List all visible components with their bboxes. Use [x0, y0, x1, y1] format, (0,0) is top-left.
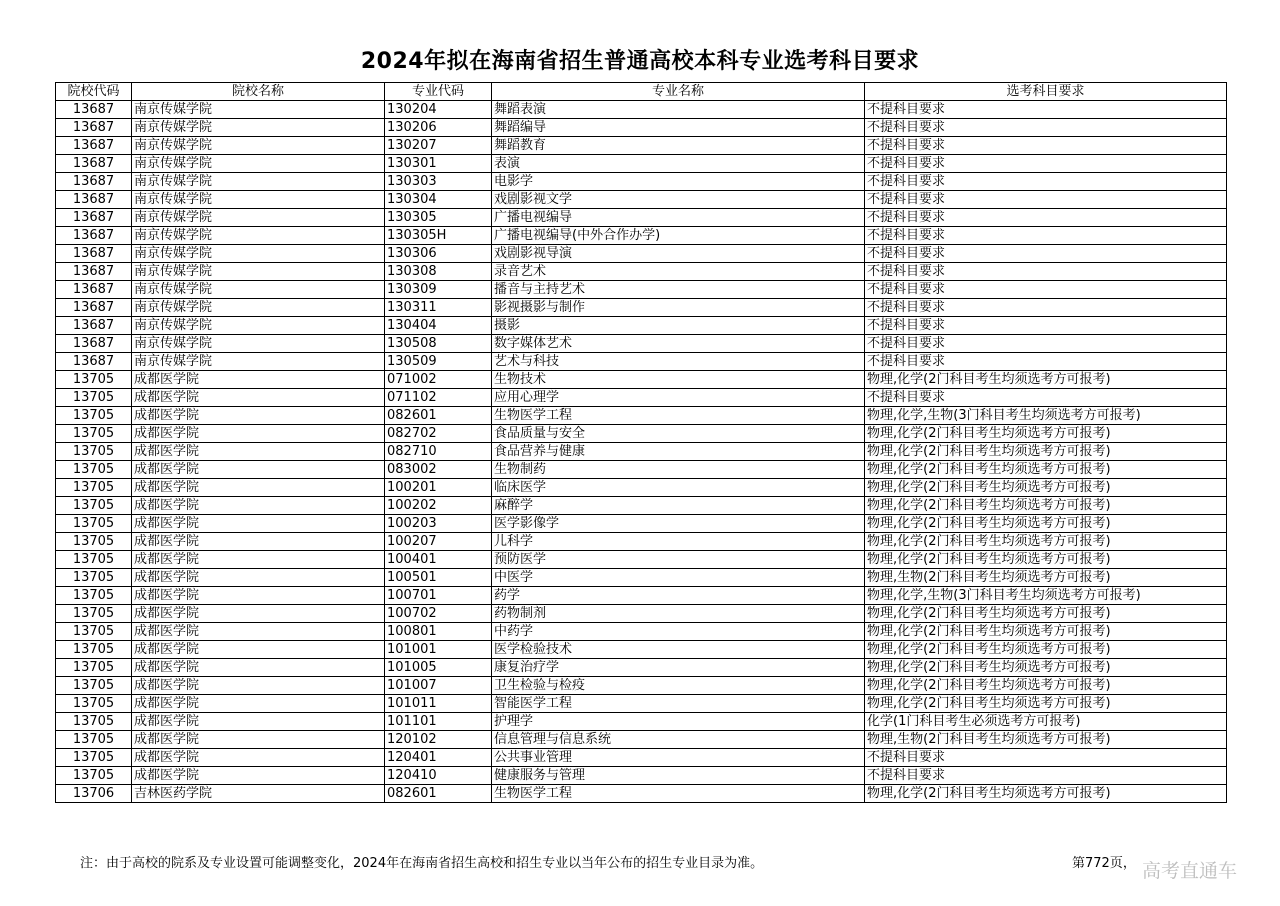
school-name-cell: 成都医学院	[132, 587, 385, 605]
major-code-cell: 130404	[385, 317, 492, 335]
major-name-cell: 录音艺术	[492, 263, 865, 281]
school-code-cell: 13705	[56, 533, 132, 551]
school-name-cell: 南京传媒学院	[132, 353, 385, 371]
major-name-cell: 儿科学	[492, 533, 865, 551]
school-name-cell: 成都医学院	[132, 551, 385, 569]
major-code-cell: 130207	[385, 137, 492, 155]
school-name-cell: 南京传媒学院	[132, 191, 385, 209]
requirement-cell: 物理,化学(2门科目考生均须选考方可报考)	[865, 695, 1227, 713]
school-code-cell: 13705	[56, 695, 132, 713]
table-row	[56, 335, 1227, 353]
table-row	[56, 281, 1227, 299]
major-code-cell: 082710	[385, 443, 492, 461]
school-code-cell: 13705	[56, 515, 132, 533]
major-name-cell: 药学	[492, 587, 865, 605]
requirement-cell: 物理,化学(2门科目考生均须选考方可报考)	[865, 623, 1227, 641]
school-name-cell: 成都医学院	[132, 569, 385, 587]
table-row	[56, 317, 1227, 335]
school-name-cell: 南京传媒学院	[132, 209, 385, 227]
major-name-cell: 表演	[492, 155, 865, 173]
table-row	[56, 731, 1227, 749]
table-row	[56, 209, 1227, 227]
table-row	[56, 443, 1227, 461]
col-school-name-header: 院校名称	[132, 83, 385, 101]
school-name-cell: 南京传媒学院	[132, 245, 385, 263]
school-code-cell: 13705	[56, 497, 132, 515]
school-code-cell: 13705	[56, 659, 132, 677]
major-name-cell: 摄影	[492, 317, 865, 335]
page-number: 第772页，	[1072, 856, 1136, 871]
major-code-cell: 100203	[385, 515, 492, 533]
major-name-cell: 临床医学	[492, 479, 865, 497]
table-row	[56, 785, 1227, 803]
major-name-cell: 播音与主持艺术	[492, 281, 865, 299]
school-name-cell: 成都医学院	[132, 389, 385, 407]
major-name-cell: 中医学	[492, 569, 865, 587]
major-code-cell: 100207	[385, 533, 492, 551]
table-row	[56, 767, 1227, 785]
school-name-cell: 成都医学院	[132, 407, 385, 425]
school-name-cell: 成都医学院	[132, 497, 385, 515]
table-row	[56, 101, 1227, 119]
major-code-cell: 130305H	[385, 227, 492, 245]
major-code-cell: 100501	[385, 569, 492, 587]
table-row	[56, 515, 1227, 533]
major-code-cell: 130301	[385, 155, 492, 173]
major-code-cell: 100401	[385, 551, 492, 569]
major-name-cell: 戏剧影视文学	[492, 191, 865, 209]
school-name-cell: 成都医学院	[132, 515, 385, 533]
school-code-cell: 13687	[56, 173, 132, 191]
table-row	[56, 605, 1227, 623]
major-code-cell: 130303	[385, 173, 492, 191]
requirement-cell: 物理,化学(2门科目考生均须选考方可报考)	[865, 425, 1227, 443]
table-row	[56, 227, 1227, 245]
major-code-cell: 082702	[385, 425, 492, 443]
school-name-cell: 成都医学院	[132, 371, 385, 389]
table-row	[56, 677, 1227, 695]
school-code-cell: 13687	[56, 335, 132, 353]
school-name-cell: 成都医学院	[132, 605, 385, 623]
major-code-cell: 120102	[385, 731, 492, 749]
school-code-cell: 13705	[56, 371, 132, 389]
requirement-cell: 物理,化学(2门科目考生均须选考方可报考)	[865, 371, 1227, 389]
school-name-cell: 南京传媒学院	[132, 137, 385, 155]
requirement-cell: 不提科目要求	[865, 281, 1227, 299]
requirement-cell: 不提科目要求	[865, 137, 1227, 155]
major-name-cell: 艺术与科技	[492, 353, 865, 371]
table-row	[56, 371, 1227, 389]
major-name-cell: 食品质量与安全	[492, 425, 865, 443]
school-name-cell: 成都医学院	[132, 461, 385, 479]
school-name-cell: 南京传媒学院	[132, 101, 385, 119]
school-code-cell: 13705	[56, 713, 132, 731]
school-name-cell: 南京传媒学院	[132, 335, 385, 353]
major-code-cell: 082601	[385, 785, 492, 803]
school-code-cell: 13687	[56, 227, 132, 245]
school-name-cell: 成都医学院	[132, 425, 385, 443]
table-row	[56, 623, 1227, 641]
major-name-cell: 戏剧影视导演	[492, 245, 865, 263]
major-name-cell: 康复治疗学	[492, 659, 865, 677]
table-row	[56, 407, 1227, 425]
major-name-cell: 智能医学工程	[492, 695, 865, 713]
school-name-cell: 成都医学院	[132, 659, 385, 677]
major-name-cell: 医学影像学	[492, 515, 865, 533]
requirement-cell: 不提科目要求	[865, 767, 1227, 785]
table-row	[56, 263, 1227, 281]
requirement-cell: 不提科目要求	[865, 173, 1227, 191]
table-row	[56, 587, 1227, 605]
school-code-cell: 13687	[56, 119, 132, 137]
school-code-cell: 13687	[56, 137, 132, 155]
requirement-cell: 物理,化学(2门科目考生均须选考方可报考)	[865, 515, 1227, 533]
requirement-cell: 物理,化学(2门科目考生均须选考方可报考)	[865, 677, 1227, 695]
requirement-cell: 不提科目要求	[865, 155, 1227, 173]
school-code-cell: 13687	[56, 317, 132, 335]
school-name-cell: 成都医学院	[132, 695, 385, 713]
major-code-cell: 130305	[385, 209, 492, 227]
table-row	[56, 569, 1227, 587]
school-name-cell: 南京传媒学院	[132, 281, 385, 299]
requirement-cell: 物理,生物(2门科目考生均须选考方可报考)	[865, 569, 1227, 587]
requirement-cell: 不提科目要求	[865, 191, 1227, 209]
major-name-cell: 广播电视编导	[492, 209, 865, 227]
school-name-cell: 南京传媒学院	[132, 317, 385, 335]
school-name-cell: 南京传媒学院	[132, 227, 385, 245]
major-code-cell: 100201	[385, 479, 492, 497]
major-code-cell: 130308	[385, 263, 492, 281]
requirement-cell: 不提科目要求	[865, 263, 1227, 281]
major-name-cell: 预防医学	[492, 551, 865, 569]
major-code-cell: 083002	[385, 461, 492, 479]
major-code-cell: 130508	[385, 335, 492, 353]
col-requirement-header: 选考科目要求	[865, 83, 1227, 101]
requirement-cell: 不提科目要求	[865, 227, 1227, 245]
school-code-cell: 13705	[56, 461, 132, 479]
major-name-cell: 广播电视编导(中外合作办学)	[492, 227, 865, 245]
major-code-cell: 100701	[385, 587, 492, 605]
requirement-cell: 物理,化学(2门科目考生均须选考方可报考)	[865, 659, 1227, 677]
school-name-cell: 南京传媒学院	[132, 155, 385, 173]
major-name-cell: 中药学	[492, 623, 865, 641]
school-code-cell: 13687	[56, 209, 132, 227]
school-code-cell: 13705	[56, 677, 132, 695]
school-code-cell: 13705	[56, 767, 132, 785]
table-row	[56, 551, 1227, 569]
requirement-cell: 不提科目要求	[865, 101, 1227, 119]
requirement-cell: 不提科目要求	[865, 389, 1227, 407]
requirement-cell: 不提科目要求	[865, 749, 1227, 767]
table-row	[56, 641, 1227, 659]
major-code-cell: 120401	[385, 749, 492, 767]
requirement-cell: 物理,化学,生物(3门科目考生均须选考方可报考)	[865, 407, 1227, 425]
table-row	[56, 137, 1227, 155]
major-code-cell: 101005	[385, 659, 492, 677]
major-code-cell: 100702	[385, 605, 492, 623]
table-row	[56, 533, 1227, 551]
major-name-cell: 药物制剂	[492, 605, 865, 623]
requirement-cell: 物理,化学(2门科目考生均须选考方可报考)	[865, 605, 1227, 623]
major-name-cell: 生物制药	[492, 461, 865, 479]
table-header-row	[56, 83, 1227, 101]
major-name-cell: 生物医学工程	[492, 407, 865, 425]
school-code-cell: 13705	[56, 587, 132, 605]
major-code-cell: 130311	[385, 299, 492, 317]
requirement-cell: 物理,化学(2门科目考生均须选考方可报考)	[865, 497, 1227, 515]
table-row	[56, 245, 1227, 263]
table-row	[56, 173, 1227, 191]
school-code-cell: 13705	[56, 389, 132, 407]
major-code-cell: 120410	[385, 767, 492, 785]
school-name-cell: 成都医学院	[132, 677, 385, 695]
major-name-cell: 公共事业管理	[492, 749, 865, 767]
major-code-cell: 101001	[385, 641, 492, 659]
school-name-cell: 成都医学院	[132, 713, 385, 731]
school-code-cell: 13687	[56, 101, 132, 119]
major-code-cell: 101011	[385, 695, 492, 713]
major-code-cell: 130509	[385, 353, 492, 371]
major-name-cell: 舞蹈表演	[492, 101, 865, 119]
school-code-cell: 13687	[56, 155, 132, 173]
major-code-cell: 100801	[385, 623, 492, 641]
watermark: 高考直通车	[1142, 860, 1238, 882]
requirement-cell: 不提科目要求	[865, 245, 1227, 263]
table-row	[56, 749, 1227, 767]
table-row	[56, 353, 1227, 371]
requirement-cell: 不提科目要求	[865, 317, 1227, 335]
school-code-cell: 13705	[56, 731, 132, 749]
major-code-cell: 071002	[385, 371, 492, 389]
requirement-cell: 不提科目要求	[865, 119, 1227, 137]
school-code-cell: 13705	[56, 623, 132, 641]
table-row	[56, 155, 1227, 173]
school-name-cell: 南京传媒学院	[132, 173, 385, 191]
major-name-cell: 舞蹈编导	[492, 119, 865, 137]
table-row	[56, 299, 1227, 317]
requirement-cell: 物理,生物(2门科目考生均须选考方可报考)	[865, 731, 1227, 749]
major-name-cell: 生物技术	[492, 371, 865, 389]
document-title: 2024年拟在海南省招生普通高校本科专业选考科目要求	[360, 49, 920, 74]
requirement-cell: 化学(1门科目考生必须选考方可报考)	[865, 713, 1227, 731]
school-code-cell: 13705	[56, 569, 132, 587]
major-name-cell: 舞蹈教育	[492, 137, 865, 155]
school-code-cell: 13687	[56, 281, 132, 299]
col-major-name-header: 专业名称	[492, 83, 865, 101]
major-code-cell: 130304	[385, 191, 492, 209]
major-name-cell: 生物医学工程	[492, 785, 865, 803]
table-row	[56, 659, 1227, 677]
table-row	[56, 191, 1227, 209]
requirement-cell: 不提科目要求	[865, 353, 1227, 371]
col-major-code-header: 专业代码	[385, 83, 492, 101]
requirement-cell: 物理,化学(2门科目考生均须选考方可报考)	[865, 785, 1227, 803]
school-name-cell: 吉林医药学院	[132, 785, 385, 803]
school-name-cell: 成都医学院	[132, 479, 385, 497]
major-name-cell: 健康服务与管理	[492, 767, 865, 785]
school-code-cell: 13705	[56, 407, 132, 425]
table-row	[56, 695, 1227, 713]
school-code-cell: 13706	[56, 785, 132, 803]
major-name-cell: 护理学	[492, 713, 865, 731]
major-code-cell: 130204	[385, 101, 492, 119]
major-code-cell: 071102	[385, 389, 492, 407]
school-name-cell: 成都医学院	[132, 443, 385, 461]
requirement-cell: 不提科目要求	[865, 299, 1227, 317]
major-code-cell: 100202	[385, 497, 492, 515]
major-name-cell: 影视摄影与制作	[492, 299, 865, 317]
school-name-cell: 成都医学院	[132, 641, 385, 659]
major-name-cell: 卫生检验与检疫	[492, 677, 865, 695]
requirement-cell: 不提科目要求	[865, 209, 1227, 227]
school-code-cell: 13687	[56, 245, 132, 263]
requirement-cell: 不提科目要求	[865, 335, 1227, 353]
major-code-cell: 130306	[385, 245, 492, 263]
major-code-cell: 130206	[385, 119, 492, 137]
major-code-cell: 101007	[385, 677, 492, 695]
table-row	[56, 119, 1227, 137]
table-body	[56, 101, 1227, 803]
major-name-cell: 信息管理与信息系统	[492, 731, 865, 749]
requirement-cell: 物理,化学(2门科目考生均须选考方可报考)	[865, 443, 1227, 461]
major-name-cell: 麻醉学	[492, 497, 865, 515]
table-row	[56, 497, 1227, 515]
school-name-cell: 成都医学院	[132, 623, 385, 641]
requirement-cell: 物理,化学,生物(3门科目考生均须选考方可报考)	[865, 587, 1227, 605]
major-name-cell: 应用心理学	[492, 389, 865, 407]
school-name-cell: 成都医学院	[132, 749, 385, 767]
school-name-cell: 南京传媒学院	[132, 299, 385, 317]
major-name-cell: 电影学	[492, 173, 865, 191]
school-code-cell: 13687	[56, 191, 132, 209]
school-code-cell: 13687	[56, 353, 132, 371]
footer-note: 注：由于高校的院系及专业设置可能调整变化，2024年在海南省招生高校和招生专业以当年公布的招生专业目录为准。	[80, 856, 764, 871]
major-name-cell: 医学检验技术	[492, 641, 865, 659]
school-code-cell: 13705	[56, 443, 132, 461]
school-name-cell: 成都医学院	[132, 767, 385, 785]
school-name-cell: 成都医学院	[132, 533, 385, 551]
table-row	[56, 425, 1227, 443]
school-name-cell: 南京传媒学院	[132, 119, 385, 137]
school-code-cell: 13687	[56, 263, 132, 281]
table-row	[56, 389, 1227, 407]
requirements-table	[55, 82, 1227, 803]
requirement-cell: 物理,化学(2门科目考生均须选考方可报考)	[865, 461, 1227, 479]
major-name-cell: 数字媒体艺术	[492, 335, 865, 353]
school-code-cell: 13705	[56, 479, 132, 497]
major-code-cell: 082601	[385, 407, 492, 425]
school-code-cell: 13705	[56, 551, 132, 569]
school-code-cell: 13705	[56, 749, 132, 767]
requirement-cell: 物理,化学(2门科目考生均须选考方可报考)	[865, 551, 1227, 569]
major-code-cell: 101101	[385, 713, 492, 731]
school-name-cell: 成都医学院	[132, 731, 385, 749]
school-code-cell: 13705	[56, 641, 132, 659]
table-row	[56, 461, 1227, 479]
requirement-cell: 物理,化学(2门科目考生均须选考方可报考)	[865, 479, 1227, 497]
table-row	[56, 713, 1227, 731]
school-code-cell: 13687	[56, 299, 132, 317]
major-code-cell: 130309	[385, 281, 492, 299]
table-row	[56, 479, 1227, 497]
major-name-cell: 食品营养与健康	[492, 443, 865, 461]
requirement-cell: 物理,化学(2门科目考生均须选考方可报考)	[865, 533, 1227, 551]
col-school-code-header: 院校代码	[56, 83, 132, 101]
school-name-cell: 南京传媒学院	[132, 263, 385, 281]
school-code-cell: 13705	[56, 425, 132, 443]
school-code-cell: 13705	[56, 605, 132, 623]
requirement-cell: 物理,化学(2门科目考生均须选考方可报考)	[865, 641, 1227, 659]
